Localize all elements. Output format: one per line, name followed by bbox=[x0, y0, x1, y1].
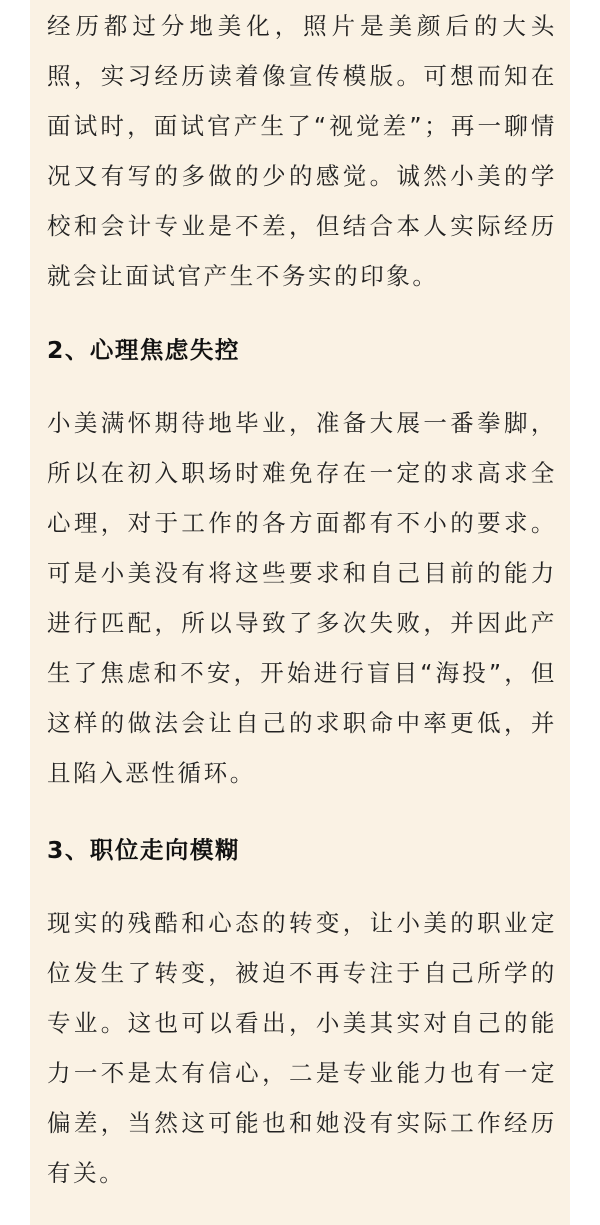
article-page bbox=[30, 0, 570, 1225]
paragraph-resume-exaggeration: 经历都过分地美化，照片是美颜后的大头照，实习经历读着像宣传模版。可想而知在面试时，面试官产生了“视觉差”；再一聊情况又有写的多做的少的感觉。诚然小美的学校和会计专业是不差，但结合本人实际经历就会让面试官产生不务实的印象。 bbox=[47, 12, 557, 290]
paragraph-position-blur: 现实的残酷和心态的转变，让小美的职业定位发生了转变，被迫不再专注于自己所学的专业。这也可以看出，小美其实对自己的能力一不是太有信心，二是专业能力也有一定偏差，当然这可能也和她没有实际工作经历有关。 bbox=[47, 909, 557, 1187]
paragraph-anxiety: 小美满怀期待地毕业，准备大展一番拳脚，所以在初入职场时难免存在一定的求高求全心理，对于工作的各方面都有不小的要求。可是小美没有将这些要求和自己目前的能力进行匹配，所以导致了多次失败，并因此产生了焦虑和不安，开始进行盲目“海投”，但这样的做法会让自己的求职命中率更低，并且陷入恶性循环。 bbox=[47, 409, 557, 787]
section-heading-position-blur: 3、职位走向模糊 bbox=[47, 836, 240, 864]
section-heading-anxiety: 2、心理焦虑失控 bbox=[47, 336, 240, 364]
